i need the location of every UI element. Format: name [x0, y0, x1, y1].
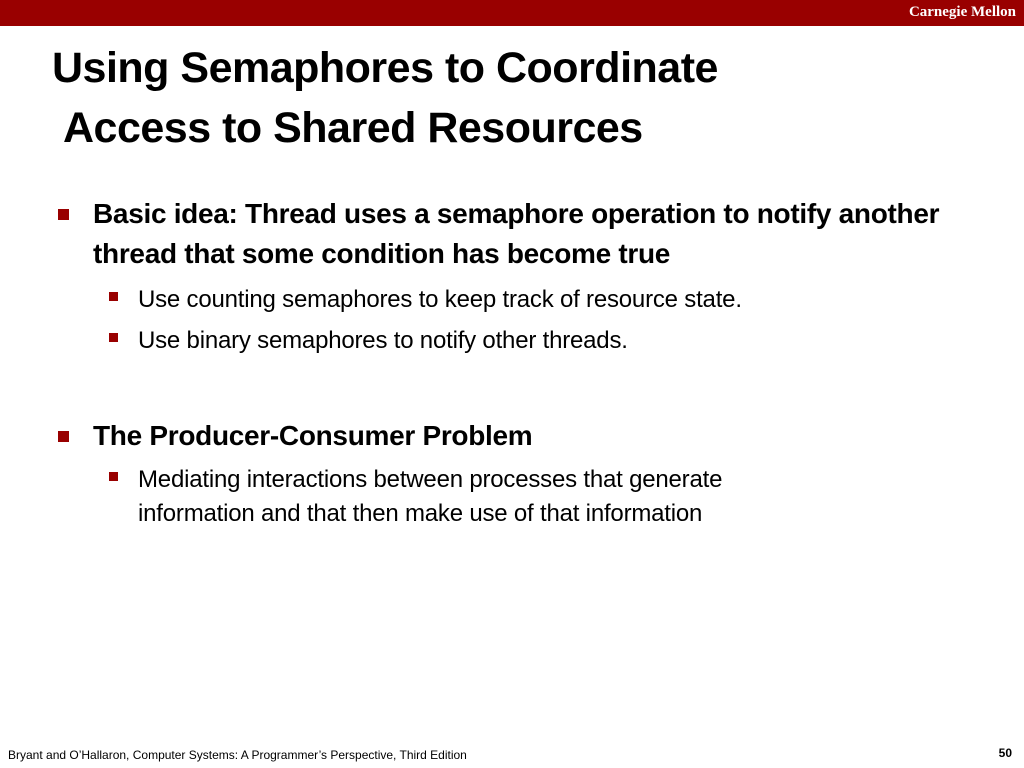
bullet-text: Basic idea: Thread uses a semaphore operation to notify another thread that some condition has become true	[93, 198, 940, 269]
slide-title-line2: Access to Shared Resources	[63, 104, 643, 152]
slide-title-line1: Using Semaphores to Coordinate	[52, 44, 718, 92]
sub-bullet-text: Use counting semaphores to keep track of resource state.	[138, 286, 742, 313]
slide-title	[52, 38, 718, 158]
footer-citation: Bryant and O’Hallaron, Computer Systems: A Programmer’s Perspective, Third Edition	[8, 748, 467, 762]
header-bar	[0, 0, 1024, 26]
sub-bullet-square-icon	[109, 333, 118, 342]
sub-bullet-square-icon	[109, 472, 118, 481]
brand-name: Carnegie Mellon	[908, 4, 1016, 20]
sub-bullet-square-icon	[109, 292, 118, 301]
bullet-square-icon	[58, 431, 69, 442]
bullet-square-icon	[58, 209, 69, 220]
page-number: 50	[998, 746, 1012, 760]
bullet-text: The Producer-Consumer Problem	[93, 420, 533, 451]
sub-bullet-text: Mediating interactions between processes that generate information and that then make use of that information	[138, 466, 723, 527]
sub-bullet-text: Use binary semaphores to notify other threads.	[138, 327, 628, 354]
